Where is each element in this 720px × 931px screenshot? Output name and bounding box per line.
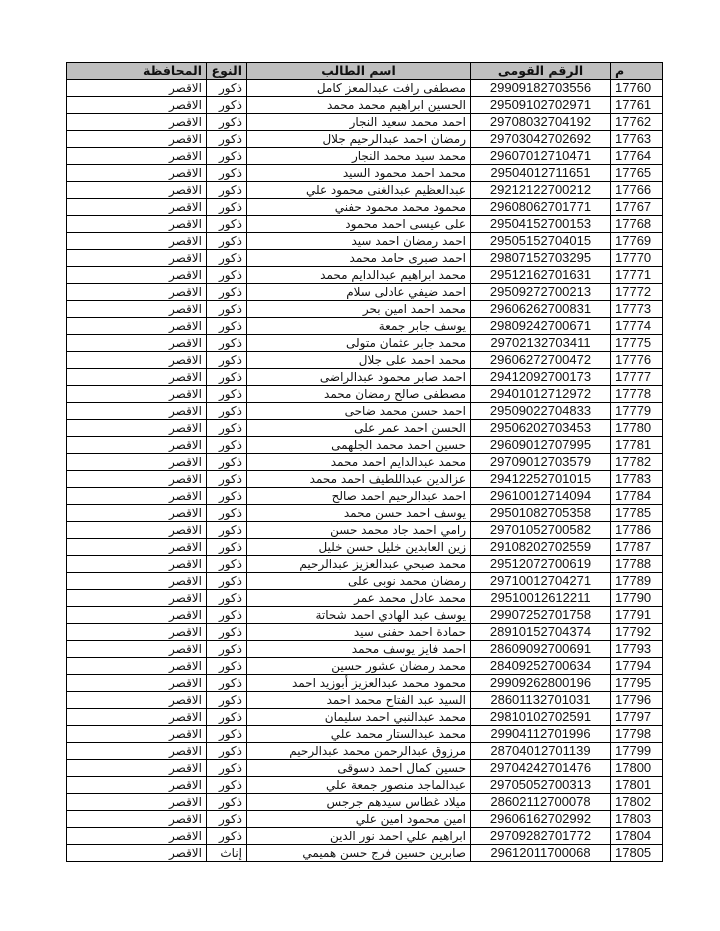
student-name-cell: مرزوق عبدالرحمن محمد عبدالرحيم	[247, 743, 471, 760]
governorate-cell: الاقصر	[67, 165, 207, 182]
student-name-cell: على عيسى احمد محمود	[247, 216, 471, 233]
gender-cell: ذكور	[207, 760, 247, 777]
table-row	[67, 811, 663, 828]
header-governorate: المحافظة	[67, 63, 207, 80]
national-id-cell: 29510012612211	[471, 590, 611, 607]
serial-number-cell: 17768	[611, 216, 663, 233]
student-name-cell: محمد صبحي عبدالعزيز عبدالرحيم	[247, 556, 471, 573]
table-row	[67, 318, 663, 335]
national-id-cell: 29412092700173	[471, 369, 611, 386]
table-row	[67, 97, 663, 114]
serial-number-cell: 17792	[611, 624, 663, 641]
governorate-cell: الاقصر	[67, 692, 207, 709]
national-id-cell: 29504152700153	[471, 216, 611, 233]
governorate-cell: الاقصر	[67, 437, 207, 454]
serial-number-cell: 17784	[611, 488, 663, 505]
serial-number-cell: 17795	[611, 675, 663, 692]
student-name-cell: ميلاد غطاس سيدهم جرجس	[247, 794, 471, 811]
student-name-cell: رمضان محمد نوبى على	[247, 573, 471, 590]
serial-number-cell: 17776	[611, 352, 663, 369]
serial-number-cell: 17780	[611, 420, 663, 437]
student-name-cell: صابرين حسين فرج حسن هميمي	[247, 845, 471, 862]
student-name-cell: محمد عادل محمد عمر	[247, 590, 471, 607]
serial-number-cell: 17797	[611, 709, 663, 726]
national-id-cell: 29709282701772	[471, 828, 611, 845]
student-name-cell: زين العابدين خليل حسن خليل	[247, 539, 471, 556]
table-row	[67, 233, 663, 250]
student-name-cell: السيد عبد الفتاح محمد احمد	[247, 692, 471, 709]
table-row	[67, 148, 663, 165]
table-row	[67, 522, 663, 539]
serial-number-cell: 17766	[611, 182, 663, 199]
national-id-cell: 28602112700078	[471, 794, 611, 811]
governorate-cell: الاقصر	[67, 590, 207, 607]
student-name-cell: محمد احمد محمود السيد	[247, 165, 471, 182]
national-id-cell: 28704012701139	[471, 743, 611, 760]
students-table	[66, 62, 663, 862]
gender-cell: ذكور	[207, 267, 247, 284]
serial-number-cell: 17803	[611, 811, 663, 828]
national-id-cell: 29509022704833	[471, 403, 611, 420]
serial-number-cell: 17787	[611, 539, 663, 556]
student-name-cell: محمد سيد محمد النجار	[247, 148, 471, 165]
gender-cell: ذكور	[207, 675, 247, 692]
national-id-cell: 29710012704271	[471, 573, 611, 590]
gender-cell: ذكور	[207, 556, 247, 573]
student-name-cell: مصطفى صالح رمضان محمد	[247, 386, 471, 403]
student-name-cell: حسين كمال احمد دسوقى	[247, 760, 471, 777]
gender-cell: ذكور	[207, 131, 247, 148]
table-row	[67, 743, 663, 760]
table-row	[67, 760, 663, 777]
governorate-cell: الاقصر	[67, 301, 207, 318]
table-row	[67, 505, 663, 522]
serial-number-cell: 17775	[611, 335, 663, 352]
student-name-cell: احمد رمضان احمد سيد	[247, 233, 471, 250]
table-row	[67, 182, 663, 199]
header-national-id: الرقم القومى	[471, 63, 611, 80]
governorate-cell: الاقصر	[67, 760, 207, 777]
student-name-cell: حسين احمد محمد الجلهمى	[247, 437, 471, 454]
student-name-cell: احمد صبرى حامد محمد	[247, 250, 471, 267]
governorate-cell: الاقصر	[67, 675, 207, 692]
serial-number-cell: 17760	[611, 80, 663, 97]
governorate-cell: الاقصر	[67, 522, 207, 539]
national-id-cell: 29606262700831	[471, 301, 611, 318]
serial-number-cell: 17793	[611, 641, 663, 658]
table-row	[67, 114, 663, 131]
student-name-cell: احمد فايز يوسف محمد	[247, 641, 471, 658]
table-row	[67, 386, 663, 403]
serial-number-cell: 17783	[611, 471, 663, 488]
student-name-cell: عبدالعظيم عبدالغنى محمود علي	[247, 182, 471, 199]
table-row	[67, 488, 663, 505]
governorate-cell: الاقصر	[67, 454, 207, 471]
student-list-sheet	[66, 62, 662, 862]
gender-cell: ذكور	[207, 352, 247, 369]
governorate-cell: الاقصر	[67, 199, 207, 216]
gender-cell: ذكور	[207, 284, 247, 301]
national-id-cell: 28601132701031	[471, 692, 611, 709]
gender-cell: ذكور	[207, 709, 247, 726]
serial-number-cell: 17789	[611, 573, 663, 590]
gender-cell: ذكور	[207, 641, 247, 658]
table-row	[67, 250, 663, 267]
gender-cell: ذكور	[207, 318, 247, 335]
gender-cell: ذكور	[207, 420, 247, 437]
governorate-cell: الاقصر	[67, 267, 207, 284]
serial-number-cell: 17805	[611, 845, 663, 862]
national-id-cell: 29609012707995	[471, 437, 611, 454]
gender-cell: ذكور	[207, 97, 247, 114]
serial-number-cell: 17772	[611, 284, 663, 301]
table-row	[67, 539, 663, 556]
student-name-cell: ابراهيم علي احمد نور الدين	[247, 828, 471, 845]
table-body	[67, 80, 663, 862]
student-name-cell: محمد عبدالدايم احمد محمد	[247, 454, 471, 471]
national-id-cell: 29108202702559	[471, 539, 611, 556]
serial-number-cell: 17794	[611, 658, 663, 675]
table-row	[67, 675, 663, 692]
student-name-cell: محمد احمد امين بحر	[247, 301, 471, 318]
table-row	[67, 692, 663, 709]
governorate-cell: الاقصر	[67, 811, 207, 828]
student-name-cell: امين محمود امين علي	[247, 811, 471, 828]
governorate-cell: الاقصر	[67, 284, 207, 301]
national-id-cell: 29608062701771	[471, 199, 611, 216]
table-row	[67, 454, 663, 471]
table-row	[67, 199, 663, 216]
student-name-cell: احمد حسن محمد ضاحى	[247, 403, 471, 420]
serial-number-cell: 17774	[611, 318, 663, 335]
table-row	[67, 828, 663, 845]
table-row	[67, 607, 663, 624]
gender-cell: ذكور	[207, 471, 247, 488]
governorate-cell: الاقصر	[67, 216, 207, 233]
national-id-cell: 29704242701476	[471, 760, 611, 777]
serial-number-cell: 17801	[611, 777, 663, 794]
gender-cell: ذكور	[207, 301, 247, 318]
serial-number-cell: 17777	[611, 369, 663, 386]
national-id-cell: 28409252700634	[471, 658, 611, 675]
student-name-cell: الحسن احمد عمر على	[247, 420, 471, 437]
serial-number-cell: 17771	[611, 267, 663, 284]
gender-cell: ذكور	[207, 386, 247, 403]
table-row	[67, 658, 663, 675]
national-id-cell: 29606272700472	[471, 352, 611, 369]
serial-number-cell: 17761	[611, 97, 663, 114]
serial-number-cell: 17778	[611, 386, 663, 403]
gender-cell: ذكور	[207, 794, 247, 811]
governorate-cell: الاقصر	[67, 794, 207, 811]
gender-cell: ذكور	[207, 607, 247, 624]
table-row	[67, 437, 663, 454]
governorate-cell: الاقصر	[67, 131, 207, 148]
serial-number-cell: 17799	[611, 743, 663, 760]
national-id-cell: 29705052700313	[471, 777, 611, 794]
gender-cell: ذكور	[207, 369, 247, 386]
national-id-cell: 29606162702992	[471, 811, 611, 828]
governorate-cell: الاقصر	[67, 182, 207, 199]
table-row	[67, 624, 663, 641]
governorate-cell: الاقصر	[67, 386, 207, 403]
table-row	[67, 641, 663, 658]
national-id-cell: 29810102702591	[471, 709, 611, 726]
gender-cell: ذكور	[207, 658, 247, 675]
table-row	[67, 80, 663, 97]
gender-cell: ذكور	[207, 437, 247, 454]
serial-number-cell: 17779	[611, 403, 663, 420]
national-id-cell: 29610012714094	[471, 488, 611, 505]
national-id-cell: 29809242700671	[471, 318, 611, 335]
gender-cell: ذكور	[207, 539, 247, 556]
governorate-cell: الاقصر	[67, 335, 207, 352]
student-name-cell: عزالدين عبداللطيف احمد محمد	[247, 471, 471, 488]
serial-number-cell: 17764	[611, 148, 663, 165]
governorate-cell: الاقصر	[67, 641, 207, 658]
governorate-cell: الاقصر	[67, 369, 207, 386]
national-id-cell: 29401012712972	[471, 386, 611, 403]
governorate-cell: الاقصر	[67, 607, 207, 624]
governorate-cell: الاقصر	[67, 250, 207, 267]
table-row	[67, 352, 663, 369]
national-id-cell: 29607012710471	[471, 148, 611, 165]
gender-cell: ذكور	[207, 335, 247, 352]
governorate-cell: الاقصر	[67, 403, 207, 420]
student-name-cell: محمود محمد عبدالعزيز أبوزيد احمد	[247, 675, 471, 692]
serial-number-cell: 17763	[611, 131, 663, 148]
student-name-cell: محمود محمد محمود حفني	[247, 199, 471, 216]
gender-cell: ذكور	[207, 250, 247, 267]
national-id-cell: 29509272700213	[471, 284, 611, 301]
governorate-cell: الاقصر	[67, 471, 207, 488]
student-name-cell: احمد عبدالرحيم احمد صالح	[247, 488, 471, 505]
national-id-cell: 29509102702971	[471, 97, 611, 114]
serial-number-cell: 17786	[611, 522, 663, 539]
gender-cell: ذكور	[207, 811, 247, 828]
table-row	[67, 845, 663, 862]
governorate-cell: الاقصر	[67, 80, 207, 97]
student-name-cell: الحسين ابراهيم محمد محمد	[247, 97, 471, 114]
student-name-cell: يوسف جابر جمعة	[247, 318, 471, 335]
table-row	[67, 726, 663, 743]
table-row	[67, 369, 663, 386]
header-serial-number: م	[611, 63, 663, 80]
student-name-cell: محمد عبدالنبي احمد سليمان	[247, 709, 471, 726]
national-id-cell: 29505152704015	[471, 233, 611, 250]
governorate-cell: الاقصر	[67, 743, 207, 760]
serial-number-cell: 17791	[611, 607, 663, 624]
national-id-cell: 29909182703556	[471, 80, 611, 97]
governorate-cell: الاقصر	[67, 352, 207, 369]
gender-cell: إناث	[207, 845, 247, 862]
gender-cell: ذكور	[207, 573, 247, 590]
gender-cell: ذكور	[207, 403, 247, 420]
serial-number-cell: 17773	[611, 301, 663, 318]
table-row	[67, 284, 663, 301]
student-name-cell: محمد عبدالستار محمد علي	[247, 726, 471, 743]
national-id-cell: 28910152704374	[471, 624, 611, 641]
student-name-cell: محمد جابر عثمان متولى	[247, 335, 471, 352]
gender-cell: ذكور	[207, 726, 247, 743]
national-id-cell: 28609092700691	[471, 641, 611, 658]
serial-number-cell: 17798	[611, 726, 663, 743]
table-row	[67, 301, 663, 318]
serial-number-cell: 17800	[611, 760, 663, 777]
national-id-cell: 29501082705358	[471, 505, 611, 522]
governorate-cell: الاقصر	[67, 505, 207, 522]
national-id-cell: 29504012711651	[471, 165, 611, 182]
gender-cell: ذكور	[207, 828, 247, 845]
table-row	[67, 267, 663, 284]
national-id-cell: 29212122700212	[471, 182, 611, 199]
national-id-cell: 29909262800196	[471, 675, 611, 692]
gender-cell: ذكور	[207, 165, 247, 182]
student-name-cell: رامي احمد جاد محمد حسن	[247, 522, 471, 539]
student-name-cell: حمادة احمد حفنى سيد	[247, 624, 471, 641]
student-name-cell: عبدالماجد منصور جمعة علي	[247, 777, 471, 794]
table-row	[67, 403, 663, 420]
governorate-cell: الاقصر	[67, 420, 207, 437]
national-id-cell: 29708032704192	[471, 114, 611, 131]
table-row	[67, 165, 663, 182]
gender-cell: ذكور	[207, 743, 247, 760]
national-id-cell: 29512072700619	[471, 556, 611, 573]
gender-cell: ذكور	[207, 233, 247, 250]
gender-cell: ذكور	[207, 148, 247, 165]
serial-number-cell: 17770	[611, 250, 663, 267]
gender-cell: ذكور	[207, 182, 247, 199]
governorate-cell: الاقصر	[67, 573, 207, 590]
governorate-cell: الاقصر	[67, 233, 207, 250]
student-name-cell: يوسف عبد الهادي احمد شحاتة	[247, 607, 471, 624]
student-name-cell: احمد محمد سعيد النجار	[247, 114, 471, 131]
governorate-cell: الاقصر	[67, 556, 207, 573]
serial-number-cell: 17802	[611, 794, 663, 811]
gender-cell: ذكور	[207, 777, 247, 794]
gender-cell: ذكور	[207, 590, 247, 607]
national-id-cell: 29412252701015	[471, 471, 611, 488]
gender-cell: ذكور	[207, 522, 247, 539]
serial-number-cell: 17796	[611, 692, 663, 709]
national-id-cell: 29904112701996	[471, 726, 611, 743]
serial-number-cell: 17782	[611, 454, 663, 471]
table-row	[67, 590, 663, 607]
gender-cell: ذكور	[207, 216, 247, 233]
governorate-cell: الاقصر	[67, 624, 207, 641]
student-name-cell: احمد صابر محمود عبدالراضى	[247, 369, 471, 386]
national-id-cell: 29612011700068	[471, 845, 611, 862]
header-gender: النوع	[207, 63, 247, 80]
governorate-cell: الاقصر	[67, 97, 207, 114]
gender-cell: ذكور	[207, 454, 247, 471]
gender-cell: ذكور	[207, 692, 247, 709]
student-name-cell: يوسف احمد حسن محمد	[247, 505, 471, 522]
table-row	[67, 709, 663, 726]
student-name-cell: محمد رمضان عشور حسين	[247, 658, 471, 675]
serial-number-cell: 17765	[611, 165, 663, 182]
serial-number-cell: 17767	[611, 199, 663, 216]
student-name-cell: مصطفى رافت عبدالمعز كامل	[247, 80, 471, 97]
governorate-cell: الاقصر	[67, 539, 207, 556]
table-row	[67, 573, 663, 590]
governorate-cell: الاقصر	[67, 709, 207, 726]
gender-cell: ذكور	[207, 80, 247, 97]
gender-cell: ذكور	[207, 199, 247, 216]
serial-number-cell: 17769	[611, 233, 663, 250]
table-row	[67, 794, 663, 811]
serial-number-cell: 17762	[611, 114, 663, 131]
governorate-cell: الاقصر	[67, 148, 207, 165]
national-id-cell: 29512162701631	[471, 267, 611, 284]
table-row	[67, 131, 663, 148]
student-name-cell: محمد ابراهيم عبدالدايم محمد	[247, 267, 471, 284]
table-row	[67, 216, 663, 233]
governorate-cell: الاقصر	[67, 114, 207, 131]
governorate-cell: الاقصر	[67, 318, 207, 335]
student-name-cell: احمد ضيفي عادلى سلام	[247, 284, 471, 301]
serial-number-cell: 17790	[611, 590, 663, 607]
table-row	[67, 471, 663, 488]
student-name-cell: محمد احمد على جلال	[247, 352, 471, 369]
governorate-cell: الاقصر	[67, 488, 207, 505]
student-name-cell: رمضان احمد عبدالرحيم جلال	[247, 131, 471, 148]
serial-number-cell: 17788	[611, 556, 663, 573]
national-id-cell: 29701052700582	[471, 522, 611, 539]
header-student-name: اسم الطالب	[247, 63, 471, 80]
national-id-cell: 29907252701758	[471, 607, 611, 624]
national-id-cell: 29506202703453	[471, 420, 611, 437]
governorate-cell: الاقصر	[67, 726, 207, 743]
table-row	[67, 420, 663, 437]
serial-number-cell: 17804	[611, 828, 663, 845]
national-id-cell: 29702132703411	[471, 335, 611, 352]
header-row	[67, 63, 663, 80]
gender-cell: ذكور	[207, 488, 247, 505]
serial-number-cell: 17781	[611, 437, 663, 454]
gender-cell: ذكور	[207, 624, 247, 641]
table-row	[67, 777, 663, 794]
table-row	[67, 335, 663, 352]
governorate-cell: الاقصر	[67, 658, 207, 675]
national-id-cell: 29807152703295	[471, 250, 611, 267]
gender-cell: ذكور	[207, 114, 247, 131]
table-row	[67, 556, 663, 573]
governorate-cell: الاقصر	[67, 845, 207, 862]
serial-number-cell: 17785	[611, 505, 663, 522]
gender-cell: ذكور	[207, 505, 247, 522]
national-id-cell: 29709012703579	[471, 454, 611, 471]
governorate-cell: الاقصر	[67, 777, 207, 794]
national-id-cell: 29703042702692	[471, 131, 611, 148]
governorate-cell: الاقصر	[67, 828, 207, 845]
